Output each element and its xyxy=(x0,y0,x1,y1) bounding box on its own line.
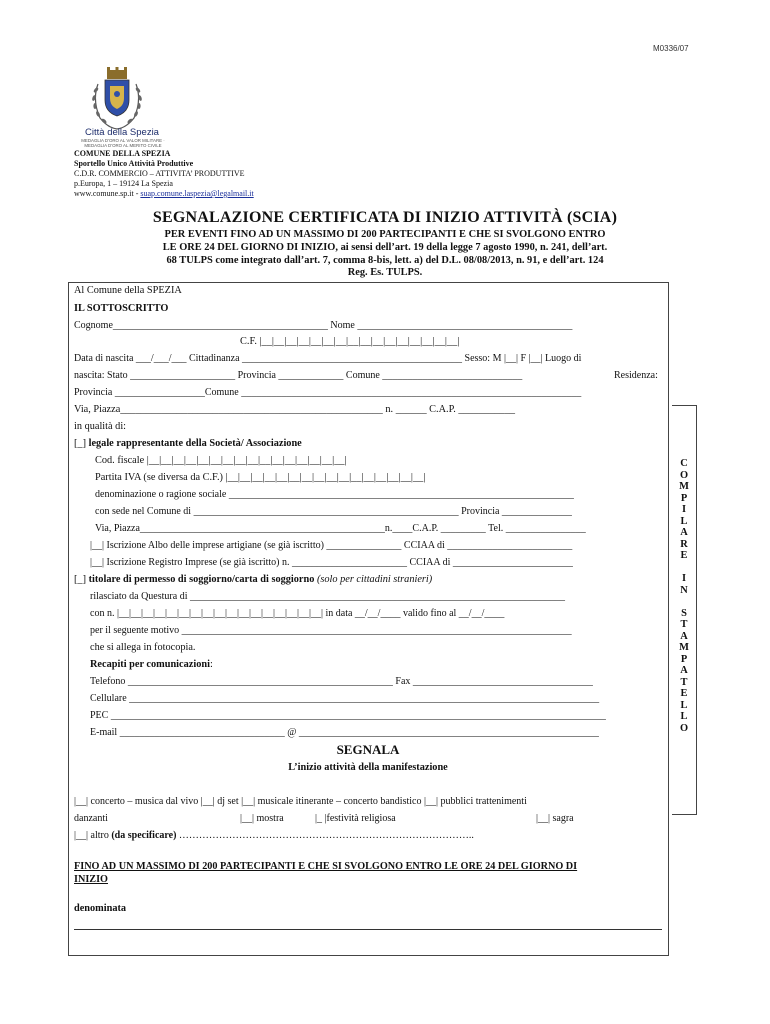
legale-rappresentante-option[interactable] xyxy=(74,438,302,450)
sede-via-field[interactable]: Via, Piazza_________________________________________________n.____C.A.P. _________ Tel. ________________ xyxy=(95,523,586,534)
checkbox-titolare[interactable]: [_] xyxy=(74,574,87,585)
side-note-letter: T xyxy=(680,676,688,688)
fotocopia-note: che si allega in fotocopia. xyxy=(90,642,196,653)
partita-iva-field[interactable]: Partita IVA (se diversa da C.F.) |__|__|__|__|__|__|__|__|__|__|__|__|__|__|__|__| xyxy=(95,472,426,483)
side-note-letter: E xyxy=(680,688,688,699)
side-note-compilare-in-stampatello xyxy=(672,458,696,734)
city-brand: Città della Spezia xyxy=(85,127,159,138)
web-link[interactable]: www.comune.sp.it xyxy=(74,189,134,198)
altro-option[interactable] xyxy=(74,830,474,842)
albo-artigiani-option[interactable]: |__| Iscrizione Albo delle imprese artigiane (se già iscritto) _______________ CCIAA di _________________________ xyxy=(90,540,573,551)
side-note-letter: O xyxy=(679,469,689,481)
office-department: Sportello Unico Attività Produttive xyxy=(74,159,194,168)
web-separator: - xyxy=(133,189,141,198)
denominazione-field[interactable]: denominazione o ragione sociale _____________________________________________________________________ xyxy=(95,489,574,500)
codice-fiscale-field[interactable]: C.F. |__|__|__|__|__|__|__|__|__|__|__|__|__|__|__|__| xyxy=(240,336,460,347)
permesso-numero-field[interactable]: con n. |__|__|__|__|__|__|__|__|__|__|__|__|__|__|__|__|__| in data __/__/____ valido fino al __/__/____ xyxy=(90,608,505,619)
side-note-letter: M xyxy=(679,642,689,653)
event-types-row[interactable]: |__| concerto – musica dal vivo |__| dj set |__| musicale itinerante – concerto bandistico |__| pubblici trattenimenti xyxy=(74,796,527,807)
page-title: SEGNALAZIONE CERTIFICATA DI INIZIO ATTIVITÀ (SCIA) xyxy=(152,209,618,226)
questura-field[interactable]: rilasciato da Questura di ___________________________________________________________________________ xyxy=(90,591,565,602)
nascita-field[interactable]: Data di nascita ___/___/___ Cittadinanza ____________________________________________ Sesso: M |__| F |__| Luogo di xyxy=(74,353,582,364)
subtitle-line: 68 TULPS come integrato dall’art. 7, comma 8-bis, lett. a) del D.L. 08/08/2013, n. 91, e dell’art. 124 xyxy=(166,254,604,266)
registro-imprese-option[interactable]: |__| Iscrizione Registro Imprese (se già iscritto) n. _______________________ CCIAA di ________________________ xyxy=(90,557,573,568)
side-note-letter: L xyxy=(680,711,688,722)
legale-label: legale rappresentante della Società/ Associazione xyxy=(88,438,302,449)
side-note-letter: A xyxy=(680,527,688,538)
subtitle-line: PER EVENTI FINO AD UN MASSIMO DI 200 PARTECIPANTI E CHE SI SVOLGONO ENTRO xyxy=(164,229,606,240)
checkbox-legale[interactable]: [_] xyxy=(74,438,87,449)
side-note-letter: P xyxy=(680,653,688,665)
side-note-letter: O xyxy=(679,722,689,734)
denominata-label: denominata xyxy=(74,903,127,914)
office-info xyxy=(74,149,254,199)
via-piazza-field[interactable]: Via, Piazza___________________________________________________ n. ______ C.A.P. ___________ xyxy=(74,404,515,415)
side-note-letter: E xyxy=(680,550,688,561)
festivita-religiosa-option[interactable]: |_ |festività religiosa xyxy=(315,813,396,824)
sede-field[interactable]: con sede nel Comune di _____________________________________________________ Provincia ______________ xyxy=(95,506,572,517)
telefono-fax-field[interactable]: Telefono _____________________________________________________ Fax ____________________________________ xyxy=(90,676,593,687)
titolare-permesso-option[interactable] xyxy=(74,574,432,586)
fino-limit-line: FINO AD UN MASSIMO DI 200 PARTECIPANTI E CHE SI SVOLGONO ENTRO LE ORE 24 DEL GIORNO DI xyxy=(74,861,578,872)
side-note-letter: C xyxy=(680,458,688,469)
mostra-option[interactable]: |__| mostra xyxy=(240,813,284,824)
side-note-letter: P xyxy=(680,492,688,504)
motivo-field[interactable]: per il seguente motivo ______________________________________________________________________________ xyxy=(90,625,572,636)
qualita-label: in qualità di: xyxy=(74,421,127,432)
luogo-nascita-field[interactable]: nascita: Stato _____________________ Provincia _____________ Comune ____________________________ xyxy=(74,370,523,381)
segnala-heading: SEGNALA xyxy=(336,742,400,757)
cognome-nome-field[interactable]: Cognome___________________________________________ Nome ___________________________________________ xyxy=(74,320,573,331)
sagra-option[interactable]: |__| sagra xyxy=(536,813,574,824)
titolare-label: titolare di permesso di soggiorno/carta di soggiorno xyxy=(88,574,315,585)
city-crest-logo xyxy=(88,66,146,132)
office-address: p.Europa, 1 – 19124 La Spezia xyxy=(74,179,173,188)
inizio-line: INIZIO xyxy=(74,874,108,885)
email-field[interactable]: E-mail _________________________________ @ ____________________________________________________________ xyxy=(90,727,599,738)
altro-box[interactable]: |__| altro xyxy=(74,830,109,841)
side-note-letter xyxy=(672,562,696,574)
side-note-letter: N xyxy=(680,584,688,596)
cellulare-field[interactable]: Cellulare ______________________________________________________________________________________________ xyxy=(90,693,600,704)
side-note-letter: S xyxy=(681,607,687,619)
side-note-letter: I xyxy=(681,573,687,584)
danzanti-label: danzanti xyxy=(74,813,108,824)
addressee: Al Comune della SPEZIA xyxy=(74,285,182,296)
side-note-letter: A xyxy=(680,665,688,676)
residenza-label: Residenza: xyxy=(614,370,658,381)
subtitle-line: LE ORE 24 DEL GIORNO DI INIZIO, ai sensi dell’art. 19 della legge 7 agosto 1990, n. 241, dell’art. xyxy=(162,241,608,253)
form-code: M0336/07 xyxy=(653,44,689,53)
pec-link[interactable]: suap.comune.laspezia@legalmail.it xyxy=(140,189,254,198)
side-note-letter: T xyxy=(680,619,688,630)
office-web-line xyxy=(74,189,254,199)
residenza-provincia-field[interactable]: Provincia __________________Comune ____________________________________________________________________ xyxy=(74,387,582,398)
denominata-input-line[interactable] xyxy=(74,929,662,930)
titolare-note: (solo per cittadini stranieri) xyxy=(316,574,433,585)
cod-fiscale-field[interactable]: Cod. fiscale |__|__|__|__|__|__|__|__|__|__|__|__|__|__|__|__| xyxy=(95,455,347,466)
side-note-letter: L xyxy=(680,699,688,711)
side-note-letter xyxy=(672,596,696,608)
subtitle-line: Reg. Es. TULPS. xyxy=(347,267,423,279)
undersigned-heading: IL SOTTOSCRITTO xyxy=(74,303,169,314)
brand-tagline: MEDAGLIA D'ORO AL VALOR MILITARE · MEDAGLIA D'ORO AL MERITO CIVILE xyxy=(81,138,165,148)
side-note-letter: I xyxy=(681,504,687,515)
altro-dots: …………………………………………………………………………….. xyxy=(176,830,474,841)
side-note-letter: A xyxy=(680,630,688,642)
recapiti-heading: Recapiti per comunicazioni: xyxy=(90,659,213,670)
altro-label: (da specificare) xyxy=(111,830,177,841)
side-note-letter: M xyxy=(679,481,689,492)
side-note-letter: L xyxy=(680,515,688,527)
inizio-attivita-heading: L’inizio attività della manifestazione xyxy=(288,762,448,773)
side-note-letter: R xyxy=(680,538,688,550)
office-name: COMUNE DELLA SPEZIA xyxy=(74,149,171,158)
office-cdr: C.D.R. COMMERCIO – ATTIVITA’ PRODUTTIVE xyxy=(74,169,245,178)
pec-field[interactable]: PEC ___________________________________________________________________________________________________ xyxy=(90,710,606,721)
subtitle xyxy=(120,229,650,280)
